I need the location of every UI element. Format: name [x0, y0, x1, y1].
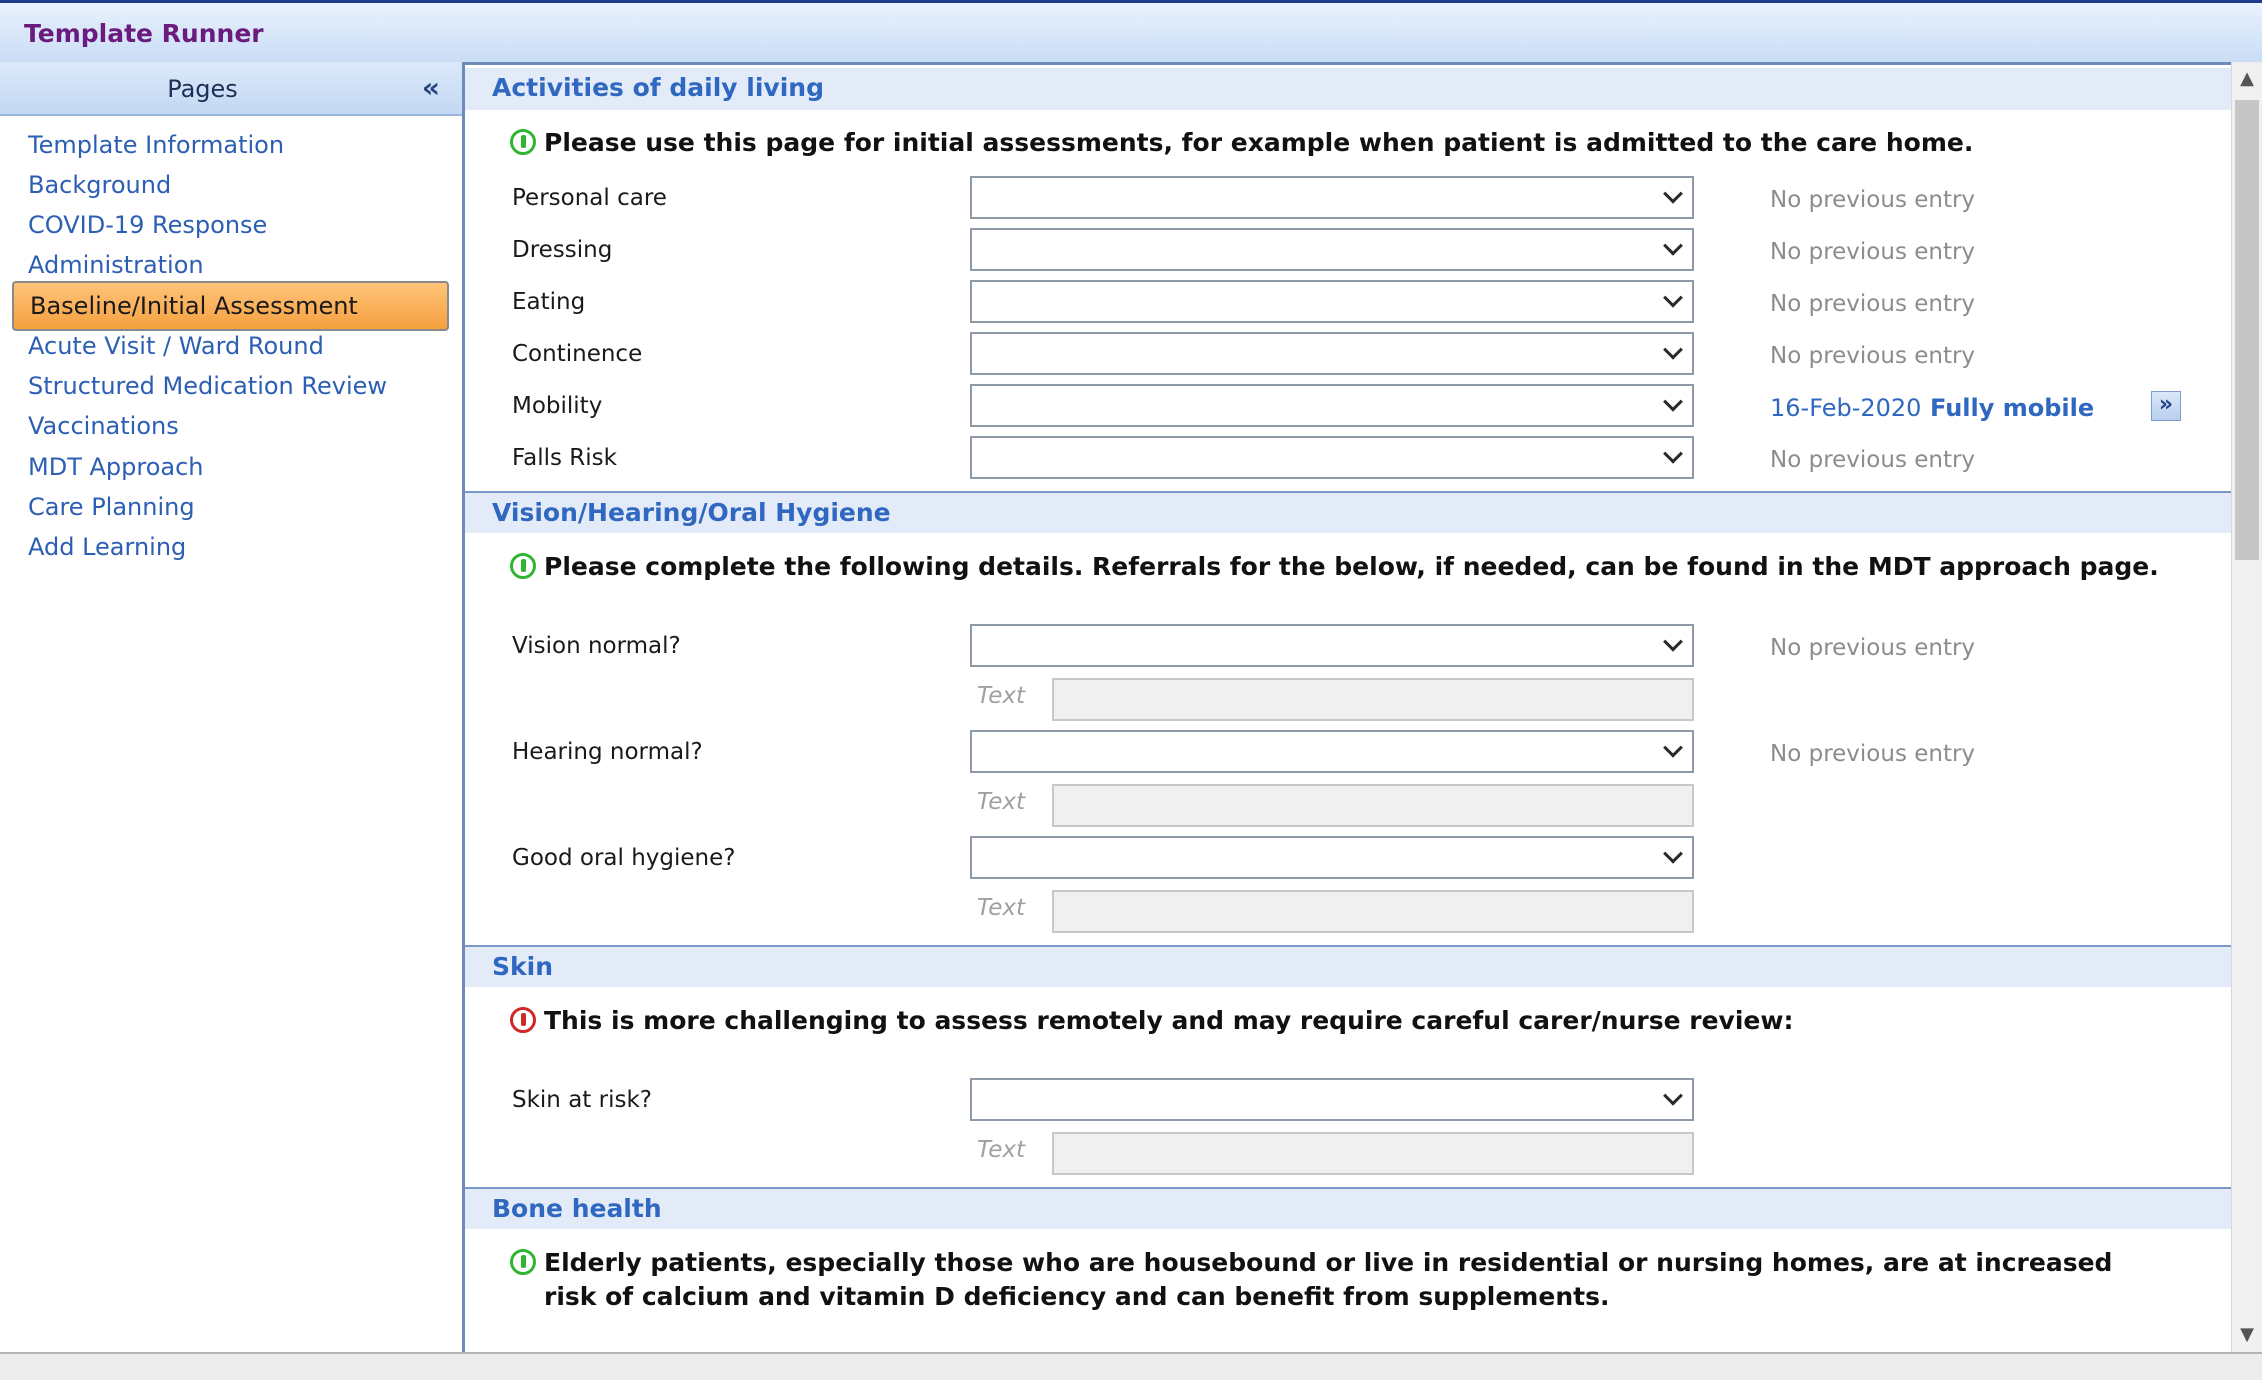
field-label-falls-risk: Falls Risk: [512, 445, 617, 471]
section-header-vision-hearing-oral: [465, 491, 2231, 533]
sidebar-item-baseline-initial-assessment[interactable]: Baseline/Initial Assessment: [12, 281, 449, 331]
adl-info: [510, 126, 2170, 160]
chevron-down-icon[interactable]: [1663, 844, 1683, 864]
chevron-down-icon[interactable]: [1663, 1086, 1683, 1106]
sidebar-item-acute-visit-ward-round[interactable]: Acute Visit / Ward Round: [28, 332, 324, 360]
chevron-down-icon[interactable]: [1663, 632, 1683, 652]
chevron-down-icon[interactable]: [1663, 340, 1683, 360]
skin-text-input[interactable]: [1052, 1132, 1694, 1175]
sidebar-item-add-learning[interactable]: Add Learning: [28, 533, 187, 561]
section-header-skin: [465, 945, 2231, 987]
section-title: Bone health: [492, 1194, 662, 1223]
field-label-personal-care: Personal care: [512, 185, 667, 211]
field-label-vision-normal: Vision normal?: [512, 633, 681, 659]
previous-entry-eating: No previous entry: [1770, 291, 1976, 317]
sidebar-title: Pages: [167, 75, 238, 103]
personal-care-dropdown[interactable]: [970, 176, 1694, 219]
show-history-button[interactable]: »: [2151, 391, 2181, 421]
text-label: Text: [977, 895, 1025, 921]
chevron-down-icon[interactable]: [1663, 236, 1683, 256]
oral-hygiene-dropdown[interactable]: [970, 836, 1694, 879]
sidebar-item-vaccinations[interactable]: Vaccinations: [28, 412, 179, 440]
chevron-down-icon[interactable]: [1663, 184, 1683, 204]
pages-sidebar: [0, 62, 465, 1352]
status-bar: [0, 1352, 2262, 1380]
chevron-down-icon[interactable]: [1663, 738, 1683, 758]
section-title: Skin: [492, 952, 553, 981]
previous-entry-hearing: No previous entry: [1770, 741, 1976, 767]
previous-entry-personal-care: No previous entry: [1770, 187, 1976, 213]
sidebar-item-template-information[interactable]: Template Information: [28, 131, 285, 159]
scroll-down-icon[interactable]: ▼: [2240, 1324, 2254, 1345]
sidebar-item-administration[interactable]: Administration: [28, 251, 204, 279]
text-label: Text: [977, 1137, 1025, 1163]
previous-entry-date-mobility: 16-Feb-2020: [1770, 394, 1922, 422]
vho-info: [510, 550, 2170, 584]
sidebar-item-care-planning[interactable]: Care Planning: [28, 493, 195, 521]
previous-entry-value-mobility: Fully mobile: [1930, 394, 2095, 422]
text-label: Text: [977, 789, 1025, 815]
sidebar-item-background[interactable]: Background: [28, 171, 172, 199]
section-header-adl: [465, 68, 2231, 110]
skin-info: [510, 1004, 2170, 1038]
chevron-down-icon[interactable]: [1663, 392, 1683, 412]
template-content: [465, 62, 2231, 1352]
app-title: Template Runner: [24, 19, 264, 48]
oral-hygiene-text-input[interactable]: [1052, 890, 1694, 933]
info-green-icon: [510, 1249, 536, 1275]
section-title: Activities of daily living: [492, 73, 824, 102]
vision-text-input[interactable]: [1052, 678, 1694, 721]
info-text: Elderly patients, especially those who are housebound or live in residential or nursing homes, are at increased risk of calcium and vitamin D deficiency and can benefit from supplements.: [544, 1248, 2113, 1311]
field-label-good-oral-hygiene: Good oral hygiene?: [512, 845, 736, 871]
previous-entry-dressing: No previous entry: [1770, 239, 1976, 265]
info-green-icon: [510, 553, 536, 579]
dressing-dropdown[interactable]: [970, 228, 1694, 271]
previous-entry-continence: No previous entry: [1770, 343, 1976, 369]
text-label: Text: [977, 683, 1025, 709]
hearing-text-input[interactable]: [1052, 784, 1694, 827]
bone-health-info: [510, 1246, 2170, 1314]
field-label-eating: Eating: [512, 289, 586, 315]
field-label-skin-at-risk: Skin at risk?: [512, 1087, 652, 1113]
scroll-up-icon[interactable]: ▲: [2240, 68, 2254, 89]
vision-normal-dropdown[interactable]: [970, 624, 1694, 667]
collapse-sidebar-icon[interactable]: «: [421, 71, 440, 104]
eating-dropdown[interactable]: [970, 280, 1694, 323]
chevron-down-icon[interactable]: [1663, 444, 1683, 464]
sidebar-header: [0, 62, 462, 116]
title-bar: [0, 0, 2262, 62]
sidebar-item-structured-medication-review[interactable]: Structured Medication Review: [28, 372, 388, 400]
field-label-hearing-normal: Hearing normal?: [512, 739, 703, 765]
info-text: This is more challenging to assess remotely and may require careful carer/nurse review:: [544, 1006, 1794, 1035]
field-label-mobility: Mobility: [512, 393, 603, 419]
falls-risk-dropdown[interactable]: [970, 436, 1694, 479]
section-header-bone-health: [465, 1187, 2231, 1229]
info-text: Please complete the following details. Referrals for the below, if needed, can be found in the MDT approach page.: [544, 552, 2159, 581]
previous-entry-vision: No previous entry: [1770, 635, 1976, 661]
hearing-normal-dropdown[interactable]: [970, 730, 1694, 773]
sidebar-item-covid-19-response[interactable]: COVID-19 Response: [28, 211, 268, 239]
info-text: Please use this page for initial assessments, for example when patient is admitted to the care home.: [544, 128, 1974, 157]
field-label-dressing: Dressing: [512, 237, 613, 263]
scroll-thumb[interactable]: [2235, 100, 2259, 560]
mobility-dropdown[interactable]: [970, 384, 1694, 427]
section-title: Vision/Hearing/Oral Hygiene: [492, 498, 891, 527]
previous-entry-falls-risk: No previous entry: [1770, 447, 1976, 473]
vertical-scrollbar[interactable]: [2231, 62, 2262, 1352]
field-label-continence: Continence: [512, 341, 643, 367]
info-red-icon: [510, 1007, 536, 1033]
chevron-down-icon[interactable]: [1663, 288, 1683, 308]
info-green-icon: [510, 129, 536, 155]
continence-dropdown[interactable]: [970, 332, 1694, 375]
sidebar-item-mdt-approach[interactable]: MDT Approach: [28, 453, 204, 481]
skin-at-risk-dropdown[interactable]: [970, 1078, 1694, 1121]
